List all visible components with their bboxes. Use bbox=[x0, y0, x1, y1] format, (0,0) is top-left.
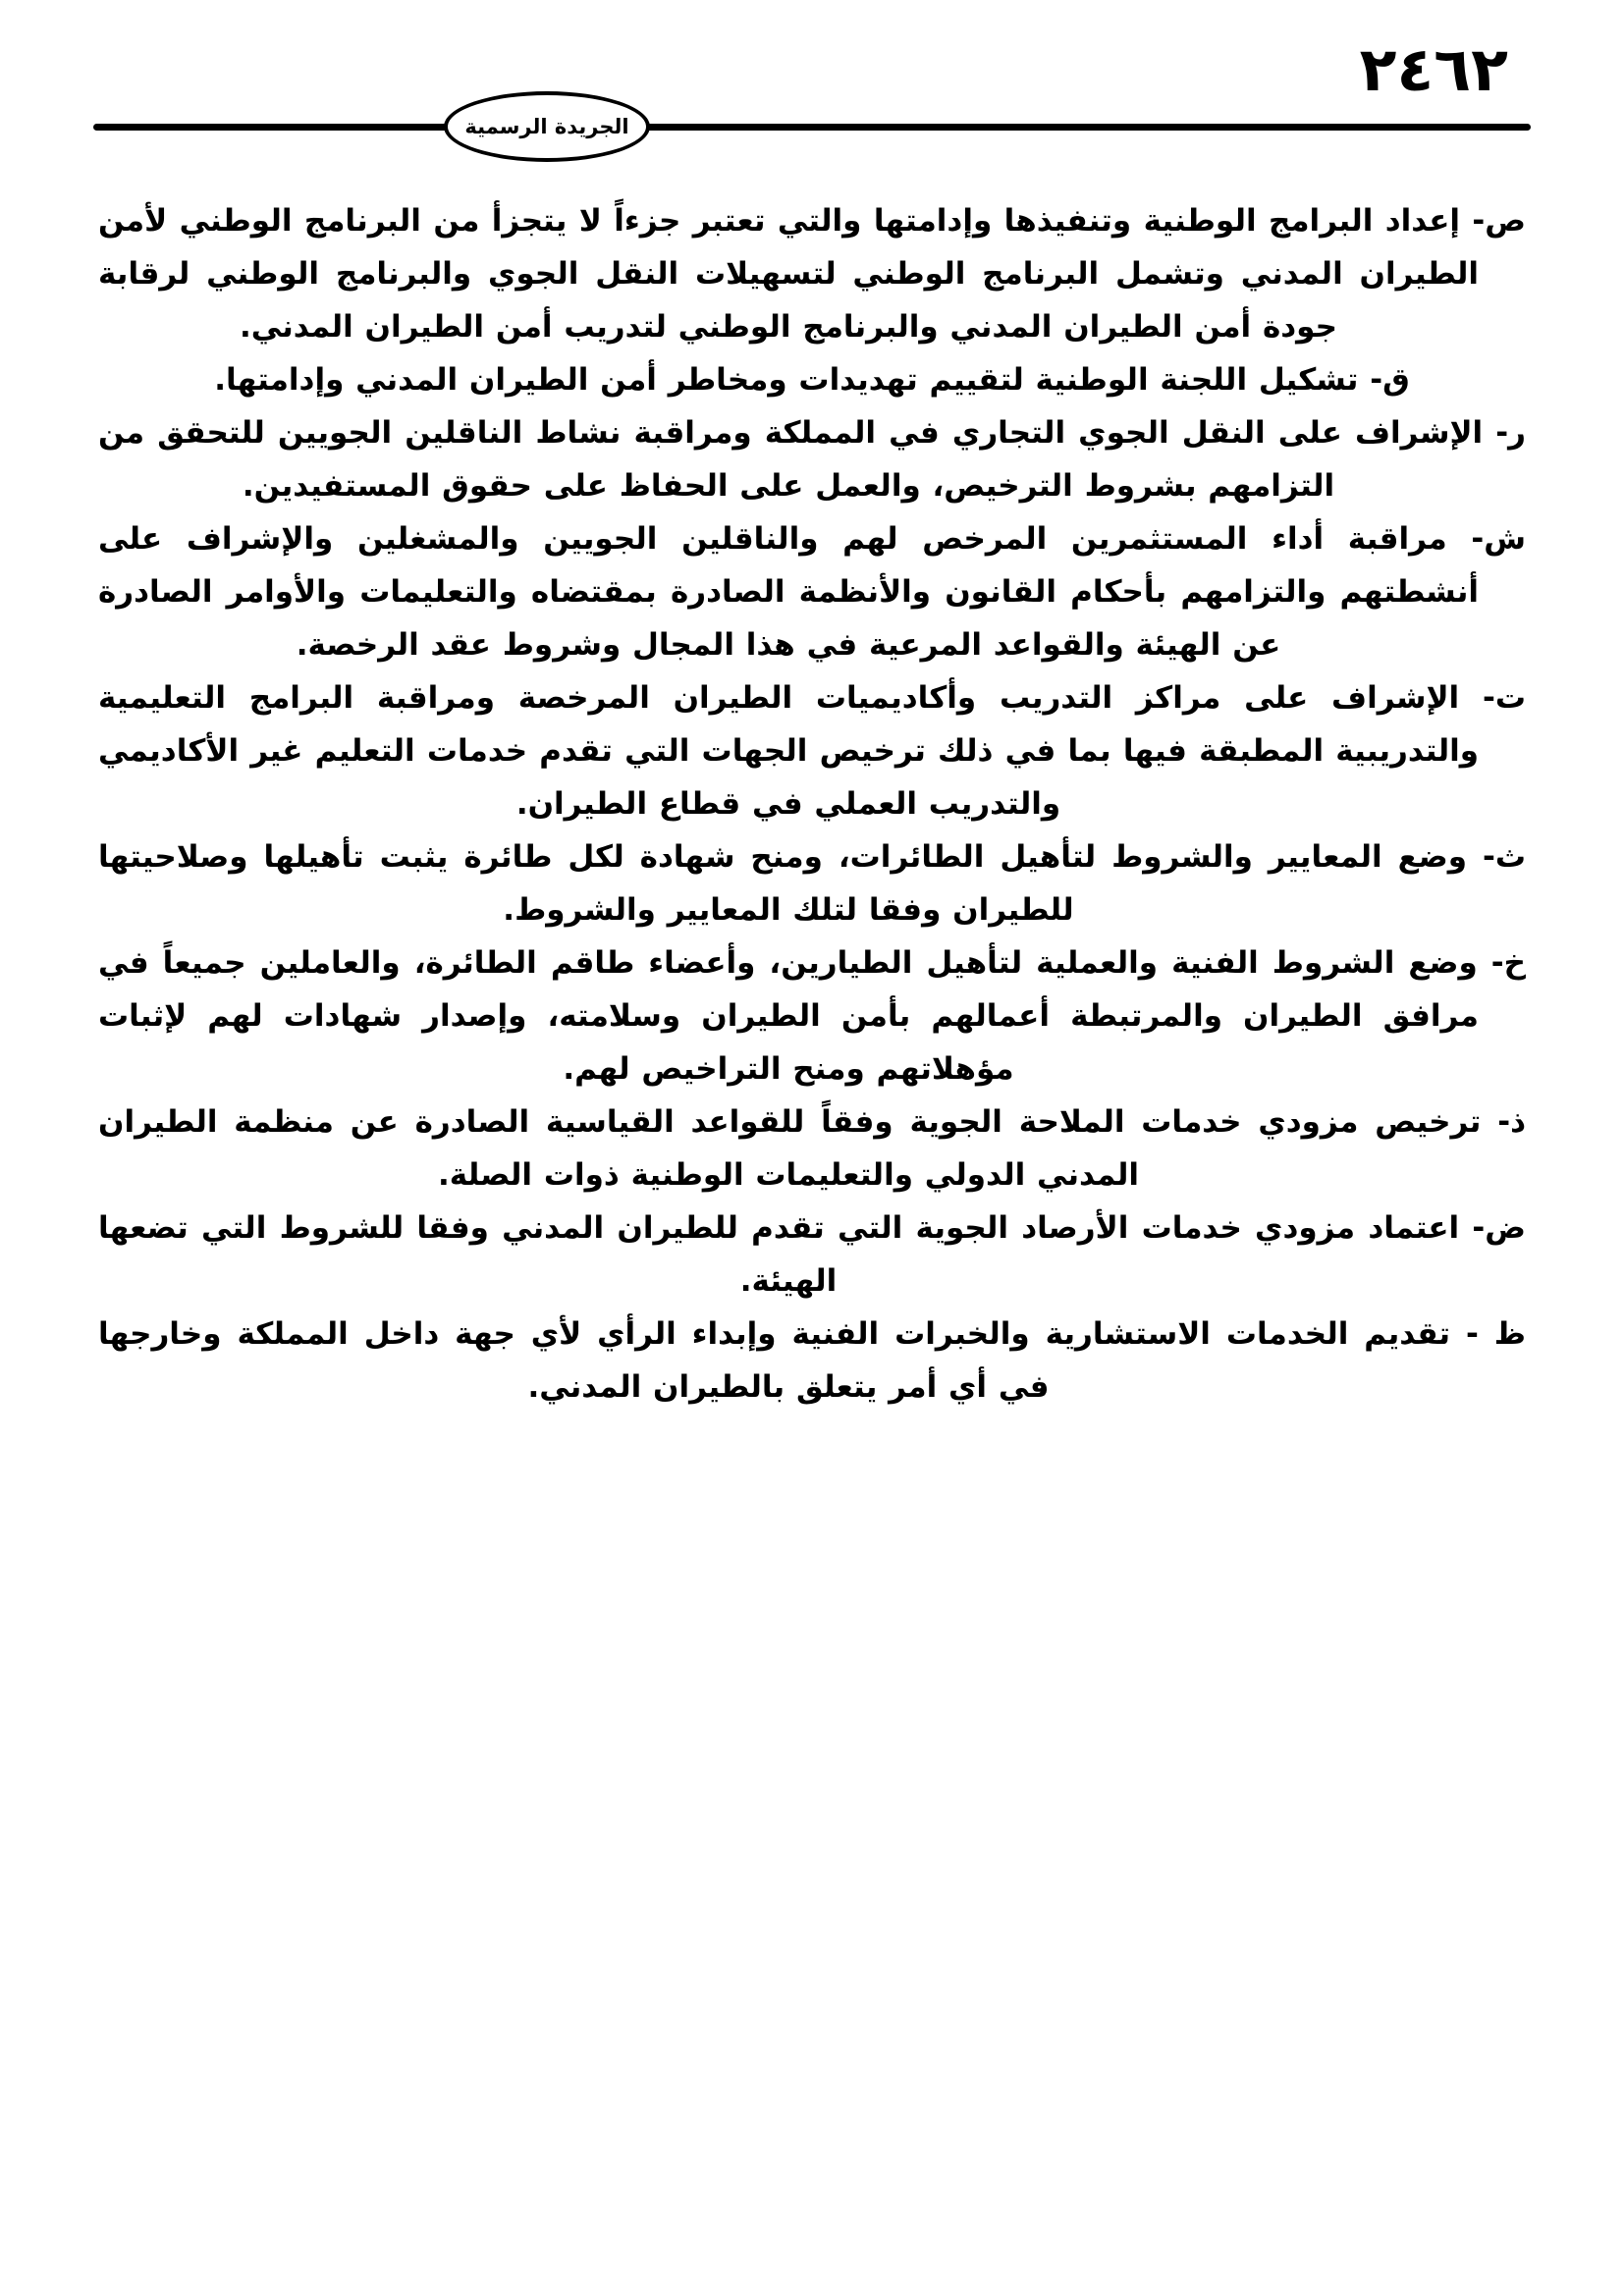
list-item bbox=[98, 671, 1526, 830]
item-marker: ض- bbox=[1472, 1210, 1526, 1246]
list-item bbox=[98, 353, 1526, 406]
item-text: تشكيل اللجنة الوطنية لتقييم تهديدات ومخاطر أمن الطيران المدني وإدامتها. bbox=[214, 362, 1359, 398]
list-item bbox=[98, 936, 1526, 1095]
item-marker: ص- bbox=[1472, 203, 1526, 239]
item-text: اعتماد مزودي خدمات الأرصاد الجوية التي تقدم للطيران المدني وفقا للشروط التي تضعها الهيئة. bbox=[98, 1210, 1460, 1299]
item-text: الإشراف على مراكز التدريب وأكاديميات الطيران المرخصة ومراقبة البرامج التعليمية والتدريبية المطبقة فيها بما في ذلك ترخيص الجهات التي تقدم خدمات التعليم غير الأكاديمي والتدريب العملي في قطاع الطيران. bbox=[98, 680, 1479, 822]
list-item bbox=[98, 1095, 1526, 1201]
list-item bbox=[98, 406, 1526, 512]
page-number: ٢٤٦٢ bbox=[1359, 33, 1508, 105]
item-text: ترخيص مزودي خدمات الملاحة الجوية وفقاً للقواعد القياسية الصادرة عن منظمة الطيران المدني الدولي والتعليمات الوطنية ذوات الصلة. bbox=[98, 1104, 1482, 1193]
item-text: تقديم الخدمات الاستشارية والخبرات الفنية وإبداء الرأي لأي جهة داخل المملكة وخارجها في أي أمر يتعلق بالطيران المدني. bbox=[98, 1316, 1451, 1405]
document-body bbox=[0, 173, 1624, 1414]
page-header bbox=[0, 0, 1624, 173]
item-marker: ر- bbox=[1495, 415, 1526, 451]
list-item bbox=[98, 194, 1526, 353]
gazette-badge bbox=[444, 91, 650, 162]
item-marker: ق- bbox=[1370, 362, 1410, 398]
item-marker: ش- bbox=[1471, 521, 1526, 557]
list-item bbox=[98, 830, 1526, 936]
item-text: مراقبة أداء المستثمرين المرخص لهم والناقلين الجويين والمشغلين والإشراف على أنشطتهم والتزامهم بأحكام القانون والأنظمة الصادرة بمقتضاه والتعليمات والأوامر الصادرة عن الهيئة والقواعد المرعية في هذا المجال وشروط عقد الرخصة. bbox=[98, 521, 1479, 663]
item-marker: ت- bbox=[1482, 680, 1526, 716]
list-item bbox=[98, 1201, 1526, 1308]
gazette-badge-label: الجريدة الرسمية bbox=[464, 115, 629, 138]
item-text: وضع الشروط الفنية والعملية لتأهيل الطيارين، وأعضاء طاقم الطائرة، والعاملين جميعاً في مرافق الطيران والمرتبطة أعمالهم بأمن الطيران وسلامته، وإصدار شهادات لهم لإثبات مؤهلاتهم ومنح التراخيص لهم. bbox=[98, 945, 1479, 1087]
list-item bbox=[98, 1308, 1526, 1414]
header-rule bbox=[93, 124, 1531, 131]
item-marker: ذ- bbox=[1497, 1104, 1526, 1140]
item-marker: خ- bbox=[1490, 945, 1526, 981]
item-text: الإشراف على النقل الجوي التجاري في المملكة ومراقبة نشاط الناقلين الجويين للتحقق من التزامهم بشروط الترخيص، والعمل على الحفاظ على حقوق المستفيدين. bbox=[98, 415, 1484, 504]
item-text: وضع المعايير والشروط لتأهيل الطائرات، ومنح شهادة لكل طائرة يثبت تأهيلها وصلاحيتها للطيران وفقا لتلك المعايير والشروط. bbox=[98, 839, 1467, 928]
item-marker: ظ - bbox=[1466, 1316, 1527, 1352]
list-item bbox=[98, 512, 1526, 671]
item-text: إعداد البرامج الوطنية وتنفيذها وإدامتها والتي تعتبر جزءاً لا يتجزأ من البرنامج الوطني لأمن الطيران المدني وتشمل البرنامج الوطني لتسهيلات النقل الجوي والبرنامج الوطني لرقابة جودة أمن الطيران المدني والبرنامج الوطني لتدريب أمن الطيران المدني. bbox=[98, 203, 1479, 345]
item-marker: ث- bbox=[1482, 839, 1526, 875]
